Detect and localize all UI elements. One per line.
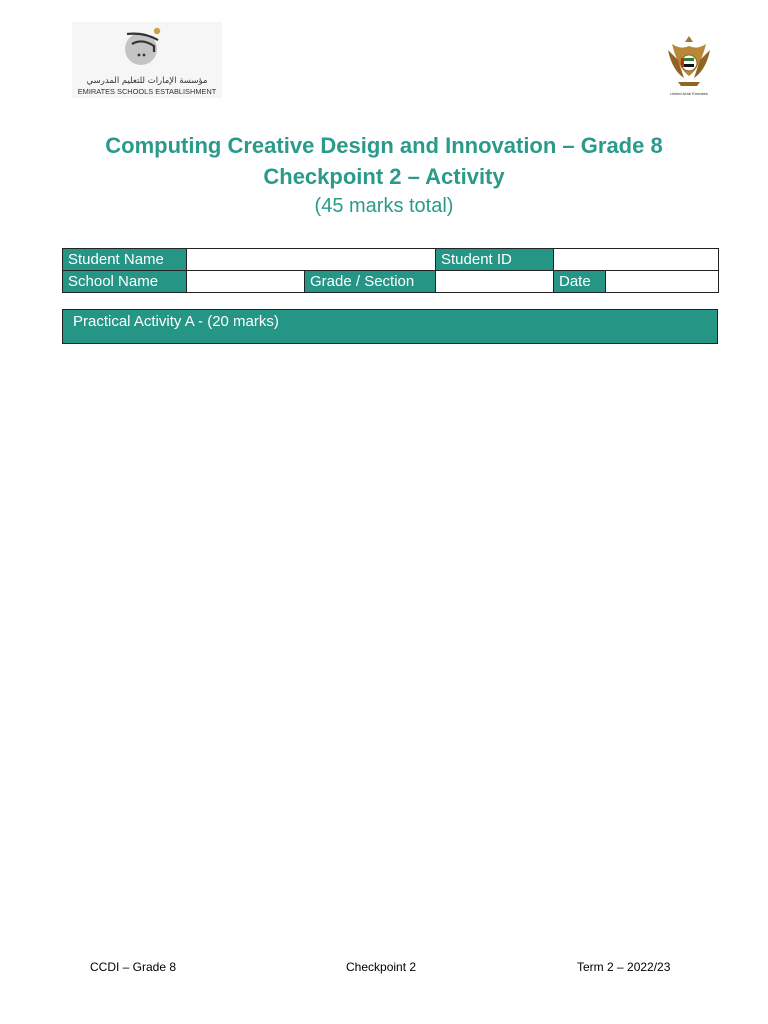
practical-activity-header (62, 309, 718, 344)
student-name-field[interactable] (187, 249, 436, 271)
uae-emblem-logo (664, 30, 714, 98)
footer-left: CCDI – Grade 8 (90, 960, 177, 974)
svg-text:United Arab Emirates: United Arab Emirates (670, 91, 708, 96)
date-label: Date (554, 271, 606, 293)
footer-center: Checkpoint 2 (346, 960, 417, 974)
svg-text:EMIRATES SCHOOLS ESTABLISHMENT: EMIRATES SCHOOLS ESTABLISHMENT (77, 87, 217, 96)
document-title-block (0, 130, 768, 220)
marks-total: (45 marks total) (314, 195, 454, 217)
footer-right: Term 2 – 2022/23 (577, 960, 671, 974)
date-field[interactable] (606, 271, 719, 293)
practical-activity-label: Practical Activity A - (20 marks) (73, 313, 279, 330)
school-name-label: School Name (63, 271, 187, 293)
student-info-table (62, 248, 719, 293)
svg-text:مؤسسة الإمارات للتعليم المدرسي: مؤسسة الإمارات للتعليم المدرسي (86, 76, 208, 86)
school-name-field[interactable] (187, 271, 305, 293)
grade-section-field[interactable] (436, 271, 554, 293)
table-row (63, 249, 719, 271)
uae-emblem-icon (664, 30, 714, 98)
ese-logo (72, 22, 222, 98)
ese-logo-graphic (72, 22, 222, 98)
student-name-label: Student Name (63, 249, 187, 271)
student-id-field[interactable] (554, 249, 719, 271)
grade-section-label: Grade / Section (305, 271, 436, 293)
table-row (63, 271, 719, 293)
title-line-2: Checkpoint 2 – Activity (263, 164, 505, 189)
title-line-1: Computing Creative Design and Innovation – Grade 8 (105, 133, 663, 158)
student-id-label: Student ID (436, 249, 554, 271)
